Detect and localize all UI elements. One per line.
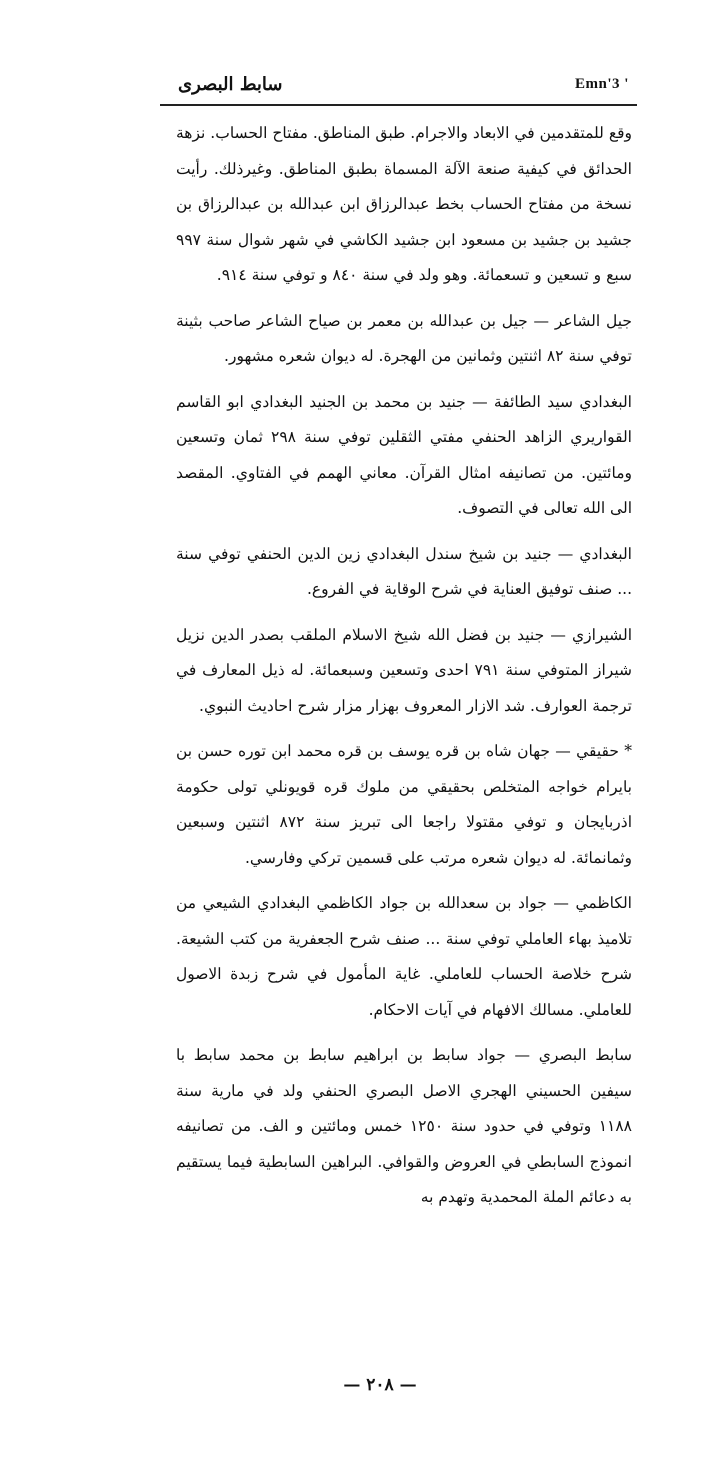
page-code: Emn'3 ' xyxy=(575,76,629,92)
entry-junayd-shirazi: الشيرازي — جنيد بن فضل الله شيخ الاسلام الملقب بصدر الدين نزيل شيراز المتوفي سنة ٧٩١ احدى وتسعين وسبعمائة. له ذيل المعارف في ترجمة العوارف. شد الازار المعروف بهزار مزار شرح احاديث النبوي. xyxy=(176,625,632,715)
entry-haqiqi-jahan-shah: * حقيقي — جهان شاه بن قره يوسف بن قره محمد ابن توره حسن بن بايرام خواجه المتخلص بحقيقي من ملوك قره قويونلي تولى حكومة اذربايجان و توفي مقتولا راجعا الى تبريز سنة ٨٧٢ اثنتين وسبعين وثمانمائة. له ديوان شعره مرتب على قسمين تركي وفارسي. xyxy=(176,742,632,867)
entry-junayd-sandal: البغدادي — جنيد بن شيخ سندل البغدادي زين الدين الحنفي توفي سنة ... صنف توفيق العناية في شرح الوقاية في الفروع. xyxy=(176,544,632,598)
running-header xyxy=(160,70,638,106)
body-text xyxy=(176,116,632,1226)
entry-jamil-al-shair: جيل الشاعر — جيل بن عبدالله بن معمر بن صياح الشاعر صاحب بثينة توفي سنة ٨٢ اثنتين وثمانين من الهجرة. له ديوان شعره مشهور. xyxy=(176,311,632,365)
entry-continuation-miftah-al-hisab: وقع للمتقدمين في الابعاد والاجرام. طبق المناطق. مفتاح الحساب. نزهة الحدائق في كيفية صنعة الآلة المسماة بطبق المناطق. وغيرذلك. رأيت نسخة من مفتاح الحساب بخط عبدالرزاق ابن عبدالله بن عبدالرزاق بن جشيد بن جشيد بن مسعود ابن جشيد الكاشي في شهر شوال سنة ٩٩٧ سبع و تسعين و تسعمائة. وهو ولد في سنة ٨٤٠ و توفي سنة ٩١٤. xyxy=(176,124,632,284)
running-title: سابط البصری xyxy=(178,74,283,95)
header-rule xyxy=(160,104,637,106)
entry-jawad-kazimi: الكاظمي — جواد بن سعدالله بن جواد الكاظمي البغدادي الشيعي من تلاميذ بهاء العاملي توفي سنة ... صنف شرح الجعفرية من كتب الشيعة. شرح خلاصة الحساب للعاملي. غاية المأمول في شرح زبدة الاصول للعاملي. مسالك الافهام في آيات الاحكام. xyxy=(176,894,632,1019)
entry-junayd-baghdadi: البغدادي سيد الطائفة — جنيد بن محمد بن الجنيد البغدادي ابو القاسم القواريري الزاهد الحنفي مفتي الثقلين توفي سنة ٢٩٨ ثمان وتسعين ومائتين. من تصانيفه امثال القرآن. معاني الهمم في الفتاوي. المقصد الى الله تعالى في التصوف. xyxy=(176,392,632,517)
entry-sabit-basri: سابط البصري — جواد سابط بن ابراهيم سابط بن محمد سابط با سيفين الحسيني الهجري الاصل البصري الحنفي ولد في مارية سنة ١١٨٨ وتوفي في حدود سنة ١٢٥٠ خمس ومائتين و الف. من تصانيفه انموذج السابطي في العروض والقوافي. البراهين السابطية فيما يستقيم به دعائم الملة المحمدية وتهدم به xyxy=(176,1046,632,1206)
page-number: — ٢٠٨ — xyxy=(343,1375,417,1395)
